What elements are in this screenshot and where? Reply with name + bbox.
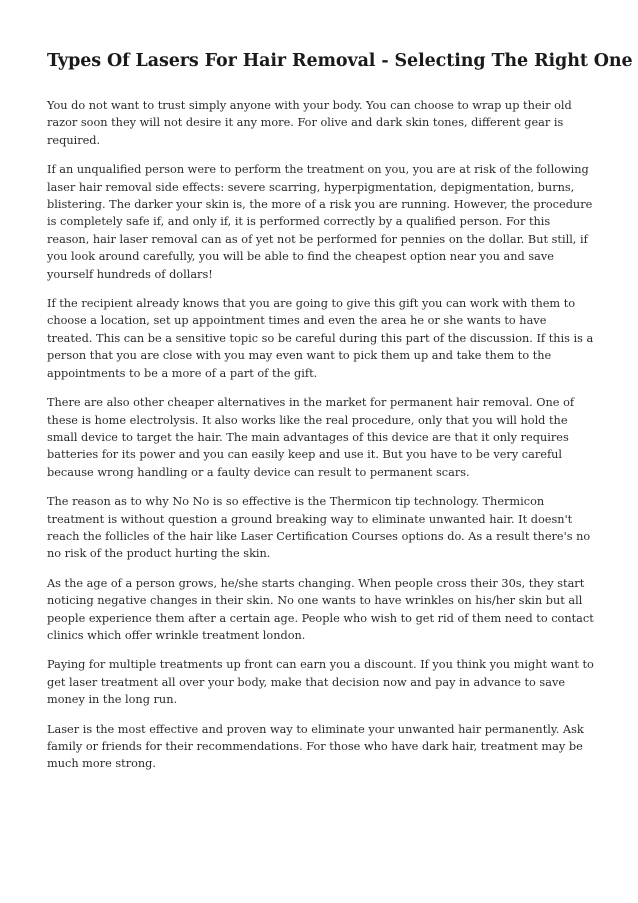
paragraph: Laser is the most effective and proven way to eliminate your unwanted hair permanently. Ask family or friends for their recommendations. For those who have dark hair, treatment may be much more strong.	[47, 722, 584, 771]
paragraph: The reason as to why No No is so effective is the Thermicon tip technology. Thermicon treatment is without question a ground breaking way to eliminate unwanted hair. It doesn't reach the follicles of the hair like Laser Certification Courses options do. As a result there's no no risk of the product hurting the skin.	[47, 495, 591, 561]
paragraph: As the age of a person grows, he/she starts changing. When people cross their 30s, they start noticing negative changes in their skin. No one wants to have wrinkles on his/her skin but all people experience them after a certain age. People who wish to get rid of them need to contact clinics which offer wrinkle treatment london.	[47, 576, 594, 642]
paragraph: Paying for multiple treatments up front can earn you a discount. If you think you might want to get laser treatment all over your body, make that decision now and pay in advance to save money in the long run.	[47, 658, 594, 707]
paragraph: There are also other cheaper alternatives in the market for permanent hair removal. One of these is home electrolysis. It also works like the real procedure, only that you will hold the small device to target the hair. The main advantages of this device are that it only requires batteries for its power and you can easily keep and use it. But you have to be very careful because wrong handling or a faulty device can result to permanent scars.	[47, 396, 575, 479]
paragraph: You do not want to trust simply anyone with your body. You can choose to wrap up their old razor soon they will not desire it any more. For olive and dark skin tones, different gear is required.	[47, 99, 572, 147]
document-title: Types Of Lasers For Hair Removal - Selecting The Right One	[47, 51, 633, 71]
paragraph: If the recipient already knows that you are going to give this gift you can work with them to choose a location, set up appointment times and even the area he or she wants to have treated. This can be a sensitive topic so be careful during this part of the discussion. If this is a person that you are close with you may even want to pick them up and take them to the appointments to be a more of a part of the gift.	[47, 297, 594, 380]
paragraph: If an unqualified person were to perform the treatment on you, you are at risk of the following laser hair removal side effects: severe scarring, hyperpigmentation, depigmentation, burns, blistering. The darker your skin is, the more of a risk you are running. However, the procedure is completely safe if, and only if, it is performed correctly by a qualified person. For this reason, hair laser removal can as of yet not be performed for pennies on the dollar. But still, if you look around carefully, you will be able to find the cheapest option near you and save yourself hundreds of dollars!	[47, 163, 593, 281]
